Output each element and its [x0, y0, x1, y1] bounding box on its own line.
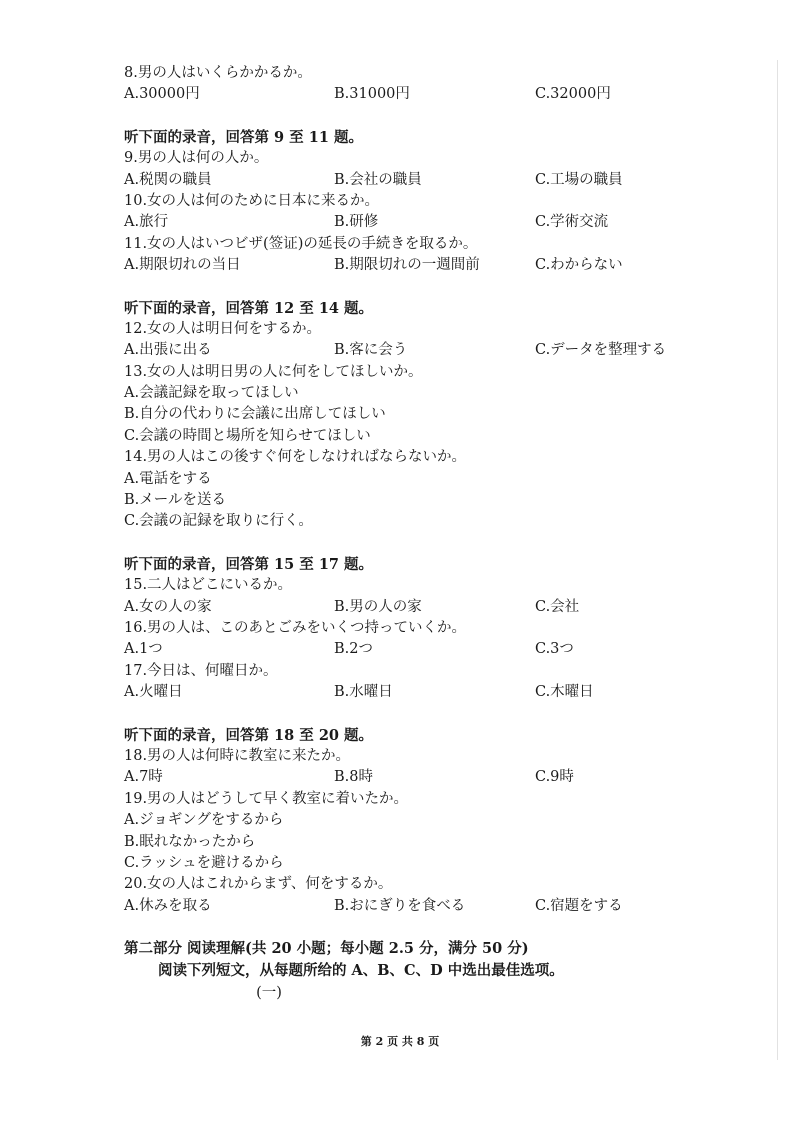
question-19-stem: 19.男の人はどうして早く教室に着いたか。 — [124, 790, 409, 807]
option-c: C.わからない — [535, 257, 623, 274]
passage-number: (一) — [256, 985, 282, 1002]
section-heading: 听下面的录音，回答第 15 至 17 题。 — [124, 555, 374, 573]
question-8-options — [124, 84, 744, 105]
option-c: C.工場の職員 — [535, 171, 623, 188]
section-12-14 — [124, 298, 744, 533]
question-8-stem: 8.男の人はいくらかかるか。 — [124, 65, 312, 81]
section-15-17 — [124, 554, 744, 704]
option-b: B.メールを送る — [124, 492, 226, 509]
option-a: A.会議記録を取ってほしい — [124, 385, 299, 402]
question-10-options — [124, 212, 744, 233]
option-a: A.火曜日 — [124, 684, 183, 701]
option-b: B.31000円 — [334, 86, 410, 103]
option-a: A.女の人の家 — [124, 598, 212, 615]
question-15-options — [124, 597, 744, 618]
option-a: A.ジョギングをするから — [124, 812, 284, 829]
option-a: A.休みを取る — [124, 897, 212, 914]
option-c: C.宿題をする — [535, 897, 623, 914]
section-heading: 听下面的录音，回答第 18 至 20 题。 — [124, 726, 374, 744]
option-c: C.会社 — [535, 598, 580, 615]
option-c: C.会議の時間と場所を知らせてほしい — [124, 427, 371, 444]
question-12-options — [124, 340, 744, 361]
question-13-stem: 13.女の人は明日男の人に何をしてほしいか。 — [124, 363, 423, 380]
option-a: A.期限切れの当日 — [124, 257, 241, 274]
option-a: A.30000円 — [124, 86, 200, 103]
part-two-instruction: 阅读下列短文，从每题所给的 A、B、C、D 中选出最佳选项。 — [158, 962, 564, 980]
section-heading: 听下面的录音，回答第 9 至 11 题。 — [124, 128, 363, 146]
question-9-options — [124, 170, 744, 191]
question-9-stem: 9.男の人は何の人か。 — [124, 150, 269, 167]
option-c: C.ラッシュを避けるから — [124, 854, 284, 871]
question-16-stem: 16.男の人は、このあとごみをいくつ持っていくか。 — [124, 619, 467, 636]
option-b: B.8時 — [334, 769, 373, 786]
question-12-stem: 12.女の人は明日何をするか。 — [124, 320, 322, 337]
question-10-stem: 10.女の人は何のために日本に来るか。 — [124, 192, 380, 209]
option-c: C.データを整理する — [535, 342, 667, 359]
question-11-options — [124, 255, 744, 276]
page-edge-rule — [777, 60, 778, 1060]
question-18-options — [124, 767, 744, 788]
option-a: A.旅行 — [124, 214, 169, 231]
question-20-stem: 20.女の人はこれからまず、何をするか。 — [124, 876, 393, 893]
question-15-stem: 15.二人はどこにいるか。 — [124, 577, 293, 594]
part-two-title: 第二部分 阅读理解(共 20 小题；每小题 2.5 分，满分 50 分) — [124, 940, 529, 958]
option-a: A.電話をする — [124, 470, 212, 487]
option-b: B.客に会う — [334, 342, 408, 359]
option-c: C.9時 — [535, 769, 574, 786]
option-b: B.研修 — [334, 214, 379, 231]
option-a: A.7時 — [124, 769, 163, 786]
option-b: B.男の人の家 — [334, 598, 422, 615]
option-b: B.期限切れの一週間前 — [334, 257, 480, 274]
question-20-options — [124, 896, 744, 917]
exam-page — [124, 63, 744, 1004]
section-9-11 — [124, 127, 744, 277]
option-c: C.32000円 — [535, 86, 611, 103]
question-17-stem: 17.今日は、何曜日か。 — [124, 662, 278, 679]
option-a: A.税関の職員 — [124, 171, 212, 188]
question-17-options — [124, 682, 744, 703]
option-b: B.眠れなかったから — [124, 833, 256, 850]
option-a: A.1つ — [124, 641, 163, 658]
option-c: C.会議の記録を取りに行く。 — [124, 513, 313, 530]
option-c: C.木曜日 — [535, 684, 594, 701]
option-c: C.3つ — [535, 641, 574, 658]
option-b: B.2つ — [334, 641, 373, 658]
section-heading: 听下面的录音，回答第 12 至 14 题。 — [124, 299, 374, 317]
page-footer: 第 2 页 共 8 页 — [360, 1035, 440, 1048]
option-b: B.おにぎりを食べる — [334, 897, 466, 914]
option-a: A.出張に出る — [124, 342, 212, 359]
option-b: B.会社の職員 — [334, 171, 422, 188]
part-two — [124, 938, 744, 1004]
section-18-20 — [124, 725, 744, 918]
question-16-options — [124, 639, 744, 660]
question-11-stem: 11.女の人はいつビザ(签证)の延長の手続きを取るか。 — [124, 235, 478, 252]
question-14-stem: 14.男の人はこの後すぐ何をしなければならないか。 — [124, 449, 467, 466]
option-b: B.自分の代わりに会議に出席してほしい — [124, 406, 386, 423]
option-c: C.学術交流 — [535, 214, 609, 231]
question-18-stem: 18.男の人は何時に教室に来たか。 — [124, 747, 351, 764]
option-b: B.水曜日 — [334, 684, 393, 701]
